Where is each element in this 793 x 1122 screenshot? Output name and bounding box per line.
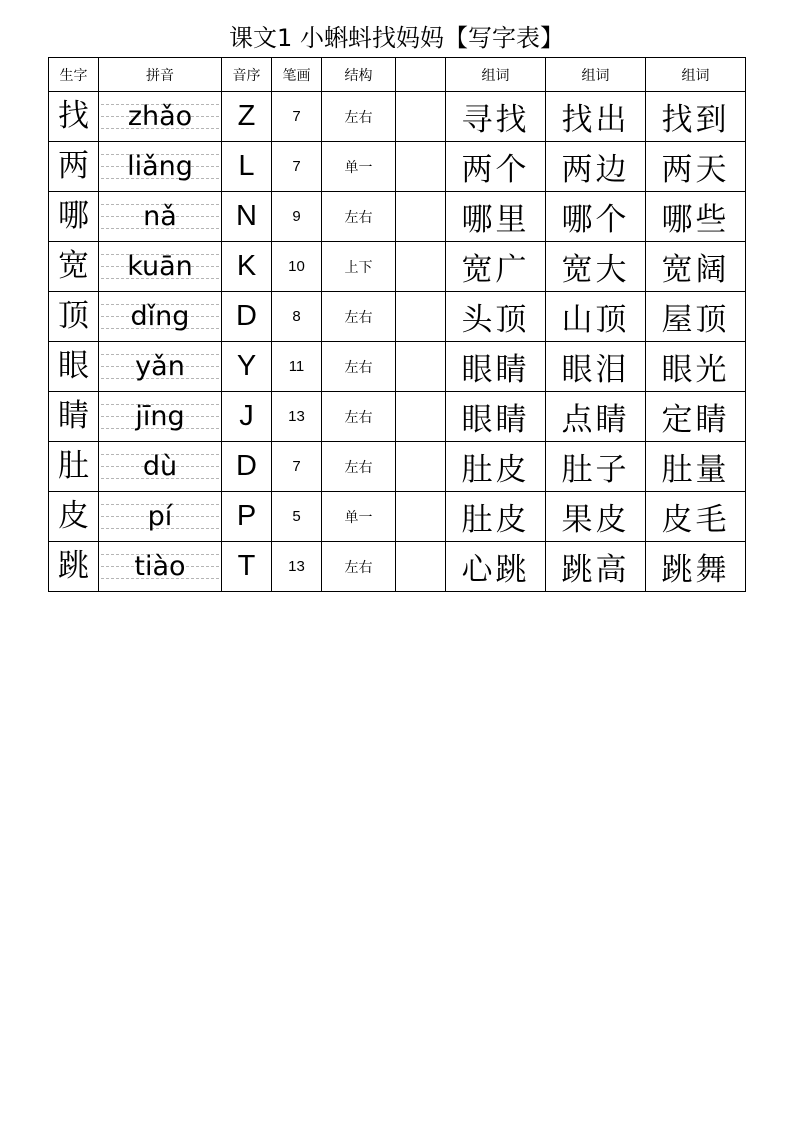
structure-cell: 左右 — [322, 292, 396, 342]
table-row — [49, 542, 746, 592]
header-initial: 音序 — [222, 58, 272, 92]
word-cell: 肚量 — [646, 442, 746, 492]
pinyin-cell — [99, 392, 222, 442]
header-word-3: 组词 — [646, 58, 746, 92]
word-cell: 眼光 — [646, 342, 746, 392]
pinyin-cell — [99, 92, 222, 142]
initial-letter-cell: D — [222, 442, 272, 492]
structure-cell: 单一 — [322, 492, 396, 542]
initial-letter-cell: J — [222, 392, 272, 442]
character-cell: 顶 — [49, 292, 99, 342]
word-cell: 屋顶 — [646, 292, 746, 342]
structure-cell: 左右 — [322, 392, 396, 442]
word-cell: 两天 — [646, 142, 746, 192]
structure-cell: 左右 — [322, 342, 396, 392]
word-cell: 山顶 — [546, 292, 646, 342]
header-character: 生字 — [49, 58, 99, 92]
table-row — [49, 492, 746, 542]
initial-letter-cell: L — [222, 142, 272, 192]
initial-letter-cell: T — [222, 542, 272, 592]
blank-cell — [396, 142, 446, 192]
word-cell: 跳高 — [546, 542, 646, 592]
stroke-count-cell: 8 — [272, 292, 322, 342]
pinyin-text: nǎ — [143, 201, 177, 232]
header-word-2: 组词 — [546, 58, 646, 92]
word-cell: 点睛 — [546, 392, 646, 442]
stroke-count-cell: 9 — [272, 192, 322, 242]
pinyin-text: zhǎo — [127, 101, 193, 132]
word-cell: 哪个 — [546, 192, 646, 242]
pinyin-text: jīng — [135, 401, 185, 432]
word-cell: 肚皮 — [446, 442, 546, 492]
word-cell: 宽广 — [446, 242, 546, 292]
word-cell: 定睛 — [646, 392, 746, 442]
word-cell: 寻找 — [446, 92, 546, 142]
stroke-count-cell: 10 — [272, 242, 322, 292]
initial-letter-cell: Y — [222, 342, 272, 392]
pinyin-text: kuān — [127, 251, 193, 282]
table-row — [49, 242, 746, 292]
word-cell: 眼睛 — [446, 392, 546, 442]
header-blank — [396, 58, 446, 92]
structure-cell: 单一 — [322, 142, 396, 192]
pinyin-cell — [99, 242, 222, 292]
pinyin-cell — [99, 142, 222, 192]
vocabulary-table — [48, 57, 746, 592]
pinyin-text: pí — [147, 501, 173, 532]
initial-letter-cell: D — [222, 292, 272, 342]
character-cell: 眼 — [49, 342, 99, 392]
pinyin-cell — [99, 192, 222, 242]
word-cell: 两边 — [546, 142, 646, 192]
blank-cell — [396, 192, 446, 242]
word-cell: 皮毛 — [646, 492, 746, 542]
word-cell: 果皮 — [546, 492, 646, 542]
pinyin-cell — [99, 492, 222, 542]
header-strokes: 笔画 — [272, 58, 322, 92]
stroke-count-cell: 13 — [272, 392, 322, 442]
word-cell: 心跳 — [446, 542, 546, 592]
character-cell: 两 — [49, 142, 99, 192]
header-pinyin: 拼音 — [99, 58, 222, 92]
pinyin-text: tiào — [134, 551, 186, 582]
blank-cell — [396, 542, 446, 592]
word-cell: 眼泪 — [546, 342, 646, 392]
stroke-count-cell: 5 — [272, 492, 322, 542]
table-row — [49, 342, 746, 392]
word-cell: 肚皮 — [446, 492, 546, 542]
pinyin-cell — [99, 292, 222, 342]
structure-cell: 左右 — [322, 92, 396, 142]
stroke-count-cell: 7 — [272, 92, 322, 142]
blank-cell — [396, 492, 446, 542]
pinyin-text: dù — [142, 451, 178, 482]
pinyin-cell — [99, 542, 222, 592]
word-cell: 哪里 — [446, 192, 546, 242]
header-row — [49, 58, 746, 92]
character-cell: 肚 — [49, 442, 99, 492]
blank-cell — [396, 342, 446, 392]
word-cell: 眼睛 — [446, 342, 546, 392]
word-cell: 宽阔 — [646, 242, 746, 292]
pinyin-text: yǎn — [135, 351, 185, 382]
table-body — [49, 92, 746, 592]
structure-cell: 上下 — [322, 242, 396, 292]
initial-letter-cell: Z — [222, 92, 272, 142]
stroke-count-cell: 7 — [272, 142, 322, 192]
stroke-count-cell: 11 — [272, 342, 322, 392]
word-cell: 哪些 — [646, 192, 746, 242]
blank-cell — [396, 242, 446, 292]
word-cell: 头顶 — [446, 292, 546, 342]
stroke-count-cell: 13 — [272, 542, 322, 592]
word-cell: 找到 — [646, 92, 746, 142]
table-row — [49, 142, 746, 192]
character-cell: 宽 — [49, 242, 99, 292]
initial-letter-cell: P — [222, 492, 272, 542]
character-cell: 哪 — [49, 192, 99, 242]
character-cell: 皮 — [49, 492, 99, 542]
initial-letter-cell: N — [222, 192, 272, 242]
word-cell: 宽大 — [546, 242, 646, 292]
blank-cell — [396, 292, 446, 342]
table-row — [49, 192, 746, 242]
word-cell: 两个 — [446, 142, 546, 192]
character-cell: 跳 — [49, 542, 99, 592]
pinyin-text: liǎng — [127, 151, 193, 182]
table-row — [49, 442, 746, 492]
header-word-1: 组词 — [446, 58, 546, 92]
initial-letter-cell: K — [222, 242, 272, 292]
structure-cell: 左右 — [322, 192, 396, 242]
word-cell: 找出 — [546, 92, 646, 142]
character-cell: 找 — [49, 92, 99, 142]
pinyin-cell — [99, 442, 222, 492]
table-row — [49, 292, 746, 342]
word-cell: 肚子 — [546, 442, 646, 492]
header-structure: 结构 — [322, 58, 396, 92]
stroke-count-cell: 7 — [272, 442, 322, 492]
blank-cell — [396, 442, 446, 492]
structure-cell: 左右 — [322, 542, 396, 592]
character-cell: 睛 — [49, 392, 99, 442]
pinyin-text: dǐng — [130, 301, 190, 332]
blank-cell — [396, 392, 446, 442]
blank-cell — [396, 92, 446, 142]
word-cell: 跳舞 — [646, 542, 746, 592]
pinyin-cell — [99, 342, 222, 392]
table-row — [49, 392, 746, 442]
structure-cell: 左右 — [322, 442, 396, 492]
page-title: 课文1 小蝌蚪找妈妈【写字表】 — [229, 24, 564, 52]
table-row — [49, 92, 746, 142]
